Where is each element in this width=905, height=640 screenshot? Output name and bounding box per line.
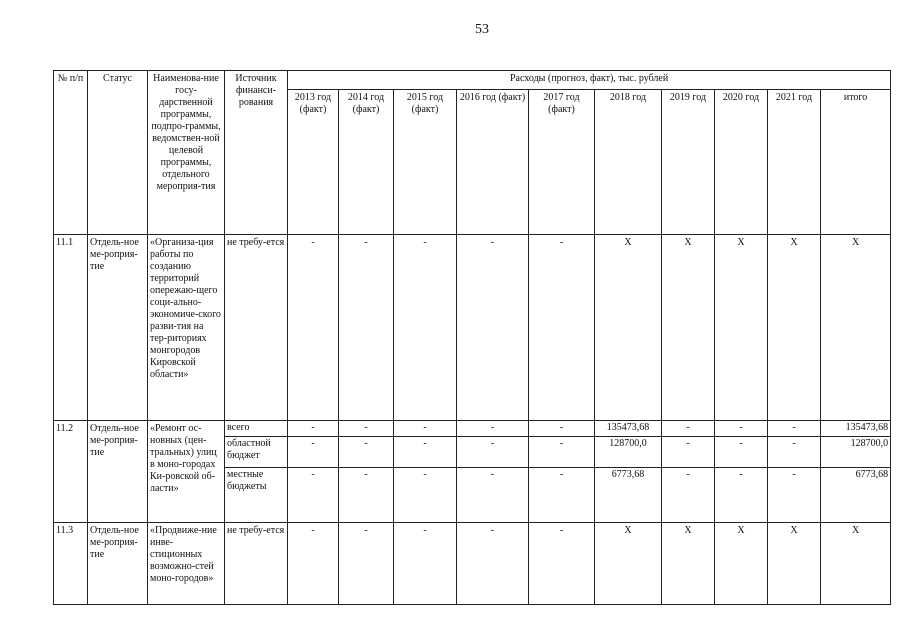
value-cell: 128700,0 xyxy=(595,437,661,468)
value-cell: - xyxy=(339,235,394,421)
value-cell: - xyxy=(364,469,368,480)
value-stack xyxy=(595,421,662,523)
value-stack xyxy=(821,421,891,523)
value-cell: X xyxy=(768,235,821,421)
row-name: «Продвиже-ние инве-стиционных возможно-стей моно-городов» xyxy=(148,523,225,605)
value-cell: X xyxy=(595,235,662,421)
value-cell: - xyxy=(288,437,338,468)
value-cell: - xyxy=(715,437,767,468)
value-cell: - xyxy=(457,523,529,605)
value-cell: 6773,68 xyxy=(611,469,645,480)
value-cell: - xyxy=(768,421,820,437)
value-cell: - xyxy=(715,421,767,437)
value-cell: 128700,0 xyxy=(821,437,890,468)
year-header: 2017 год (факт) xyxy=(529,90,595,235)
row-name: «Ремонт ос-новных (цен-тральных) улиц в моно-городах Ки-ровской об-ласти» xyxy=(148,421,225,523)
value-cell: 135473,68 xyxy=(821,421,890,437)
header-expenses: Расходы (прогноз, факт), тыс. рублей xyxy=(288,71,891,90)
value-cell: X xyxy=(595,523,662,605)
row-status: Отдель-ное ме-роприя-тие xyxy=(88,523,148,605)
row-source: не требу-ется xyxy=(225,235,288,421)
table-row xyxy=(54,421,891,523)
row-num: 11.2 xyxy=(54,421,88,523)
value-cell: - xyxy=(490,469,495,480)
value-cell: X xyxy=(662,235,715,421)
value-cell: - xyxy=(339,437,393,468)
value-stack xyxy=(715,421,768,523)
value-stack xyxy=(457,421,529,523)
row-source: не требу-ется xyxy=(225,523,288,605)
value-cell: - xyxy=(394,437,456,468)
value-cell: - xyxy=(529,437,594,468)
value-cell: - xyxy=(529,235,595,421)
header-row xyxy=(54,71,891,90)
value-cell: - xyxy=(288,235,339,421)
value-cell: - xyxy=(339,421,393,437)
value-cell: - xyxy=(457,437,528,468)
value-cell: - xyxy=(288,523,339,605)
row-source: местные бюджеты xyxy=(227,469,267,492)
value-cell: - xyxy=(686,469,690,480)
year-header: 2016 год (факт) xyxy=(457,90,529,235)
value-stack xyxy=(288,421,339,523)
value-cell: - xyxy=(311,469,315,480)
value-stack xyxy=(529,421,595,523)
row-num: 11.3 xyxy=(54,523,88,605)
row-status: Отдель-ное ме-роприя-тие xyxy=(88,235,148,421)
header-num: № п/п xyxy=(54,71,88,235)
header-name: Наименова-ние госу-дарственной программы, подпро-граммы, ведомствен-ной целевой программы, отдельного мероприя-тия xyxy=(148,71,225,235)
value-cell: - xyxy=(457,235,529,421)
value-cell: X xyxy=(821,523,891,605)
value-cell: - xyxy=(457,421,528,437)
value-cell: - xyxy=(394,235,457,421)
year-header: 2019 год xyxy=(662,90,715,235)
year-header: 2018 год xyxy=(595,90,662,235)
value-cell: X xyxy=(662,523,715,605)
value-stack xyxy=(394,421,457,523)
value-cell: - xyxy=(423,469,427,480)
year-header: 2014 год (факт) xyxy=(339,90,394,235)
header-source: Источник финанси-рования xyxy=(225,71,288,235)
year-header: 2015 год (факт) xyxy=(394,90,457,235)
value-cell: - xyxy=(739,469,743,480)
value-cell: - xyxy=(662,421,714,437)
value-stack xyxy=(662,421,715,523)
page-number: 53 xyxy=(475,22,489,37)
value-cell: X xyxy=(715,523,768,605)
year-header: 2021 год xyxy=(768,90,821,235)
table-row xyxy=(54,235,891,421)
value-cell: - xyxy=(662,437,714,468)
value-cell: - xyxy=(288,421,338,437)
year-header: итого xyxy=(821,90,891,235)
value-cell: X xyxy=(821,235,891,421)
year-header: 2020 год xyxy=(715,90,768,235)
value-cell: 135473,68 xyxy=(595,421,661,437)
value-cell: - xyxy=(529,421,594,437)
value-cell: - xyxy=(394,421,456,437)
value-cell: X xyxy=(715,235,768,421)
row-source: областной бюджет xyxy=(225,437,287,468)
row-source: всего xyxy=(225,421,287,437)
row-source-group xyxy=(225,421,288,523)
row-status: Отдель-ное ме-роприя-тие xyxy=(88,421,148,523)
row-name: «Организа-ция работы по созданию территорий опережаю-щего соци-ально-экономиче-ского разви-тия на тер-риториях монгородов Кировской области» xyxy=(148,235,225,421)
value-cell: - xyxy=(559,469,564,480)
budget-table xyxy=(53,70,891,605)
value-cell: - xyxy=(394,523,457,605)
header-status: Статус xyxy=(88,71,148,235)
value-cell: X xyxy=(768,523,821,605)
value-cell: 6773,68 xyxy=(855,469,889,480)
value-cell: - xyxy=(768,437,820,468)
row-num: 11.1 xyxy=(54,235,88,421)
value-stack xyxy=(768,421,821,523)
value-cell: - xyxy=(792,469,796,480)
value-cell: - xyxy=(529,523,595,605)
table-row xyxy=(54,523,891,605)
value-cell: - xyxy=(339,523,394,605)
value-stack xyxy=(339,421,394,523)
year-header: 2013 год (факт) xyxy=(288,90,339,235)
